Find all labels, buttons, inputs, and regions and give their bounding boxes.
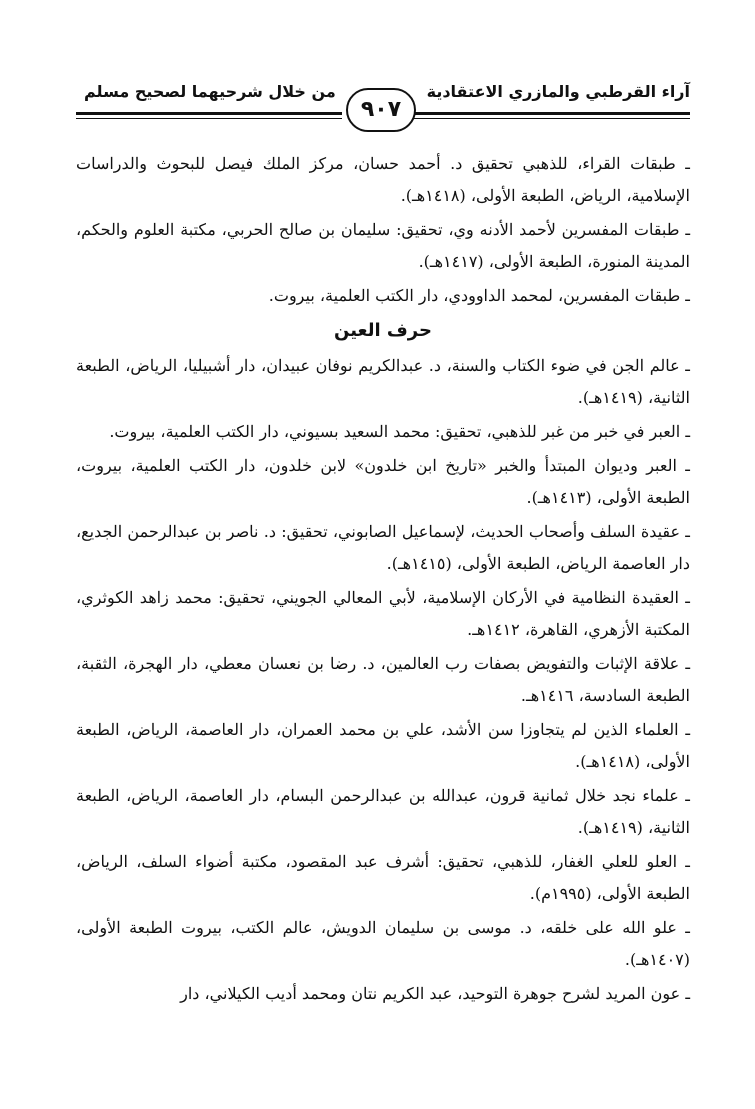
bibliography-entry: ـ علاقة الإثبات والتفويض بصفات رب العالمين، د. رضا بن نعسان معطي، دار الهجرة، الثقبة، الطبعة السادسة، ١٤١٦هـ. — [76, 654, 690, 705]
bibliography-entry: ـ طبقات القراء، للذهبي تحقيق د. أحمد حسان، مركز الملك فيصل للبحوث والدراسات الإسلامية، الرياض، الطبعة الأولى، (١٤١٨هـ). — [76, 154, 690, 205]
bibliography-entry: ـ العلماء الذين لم يتجاوزا سن الأشد، علي بن محمد العمران، دار العاصمة، الرياض، الطبعة الأولى، (١٤١٨هـ). — [76, 720, 690, 771]
bibliography-entry: ـ عون المريد لشرح جوهرة التوحيد، عبد الكريم نتان ومحمد أديب الكيلاني، دار — [180, 984, 690, 1003]
bibliography-entry: ـ العلو للعلي الغفار، للذهبي، تحقيق: أشرف عبد المقصود، مكتبة أضواء السلف، الرياض، الطبعة الأولى، (١٩٩٥م). — [76, 852, 690, 903]
bibliography-entry: ـ العبر وديوان المبتدأ والخبر «تاريخ ابن خلدون» لابن خلدون، دار الكتب العلمية، بيروت، الطبعة الأولى، (١٤١٣هـ). — [76, 456, 690, 507]
running-header — [76, 78, 690, 136]
bibliography-entry: ـ العقيدة النظامية في الأركان الإسلامية، لأبي المعالي الجويني، تحقيق: محمد زاهد الكوثري، المكتبة الأزهري، القاهرة، ١٤١٢هـ. — [76, 588, 690, 639]
bibliography-entry: ـ طبقات المفسرين لأحمد الأدنه وي، تحقيق: سليمان بن صالح الحربي، مكتبة العلوم والحكم، المدينة المنورة، الطبعة الأولى، (١٤١٧هـ). — [76, 220, 691, 271]
header-subtitle: من خلال شرحيهما لصحيح مسلم — [84, 82, 336, 101]
bibliography-entry: ـ طبقات المفسرين، لمحمد الداوودي، دار الكتب العلمية، بيروت. — [268, 286, 690, 305]
page-number: ٩٠٧ — [346, 88, 416, 132]
header-rule-left — [76, 112, 342, 115]
bibliography-body — [76, 148, 690, 1012]
header-rule-left-thin — [76, 118, 342, 119]
bibliography-entry: ـ علماء نجد خلال ثمانية قرون، عبدالله بن عبدالرحمن البسام، دار العاصمة، الرياض، الطبعة الثانية، (١٤١٩هـ). — [76, 786, 690, 837]
section-heading: حرف العين — [334, 320, 432, 341]
header-rule-right-thin — [408, 118, 690, 119]
bibliography-entry: ـ علو الله على خلقه، د. موسى بن سليمان الدويش، عالم الكتب، بيروت الطبعة الأولى، (١٤٠٧هـ). — [76, 918, 690, 969]
header-rule-right — [408, 112, 690, 115]
bibliography-entry: ـ عالم الجن في ضوء الكتاب والسنة، د. عبدالكريم نوفان عبيدان، دار أشبيليا، الرياض، الطبعة الثانية، (١٤١٩هـ). — [76, 356, 690, 407]
bibliography-entry: ـ العبر في خبر من غبر للذهبي، تحقيق: محمد السعيد بسيوني، دار الكتب العلمية، بيروت. — [109, 422, 690, 441]
bibliography-entry: ـ عقيدة السلف وأصحاب الحديث، لإسماعيل الصابوني، تحقيق: د. ناصر بن عبدالرحمن الجديع، دار العاصمة الرياض، الطبعة الأولى، (١٤١٥هـ). — [76, 522, 690, 573]
header-book-title: آراء القرطبي والمازري الاعتقادية — [426, 82, 690, 101]
